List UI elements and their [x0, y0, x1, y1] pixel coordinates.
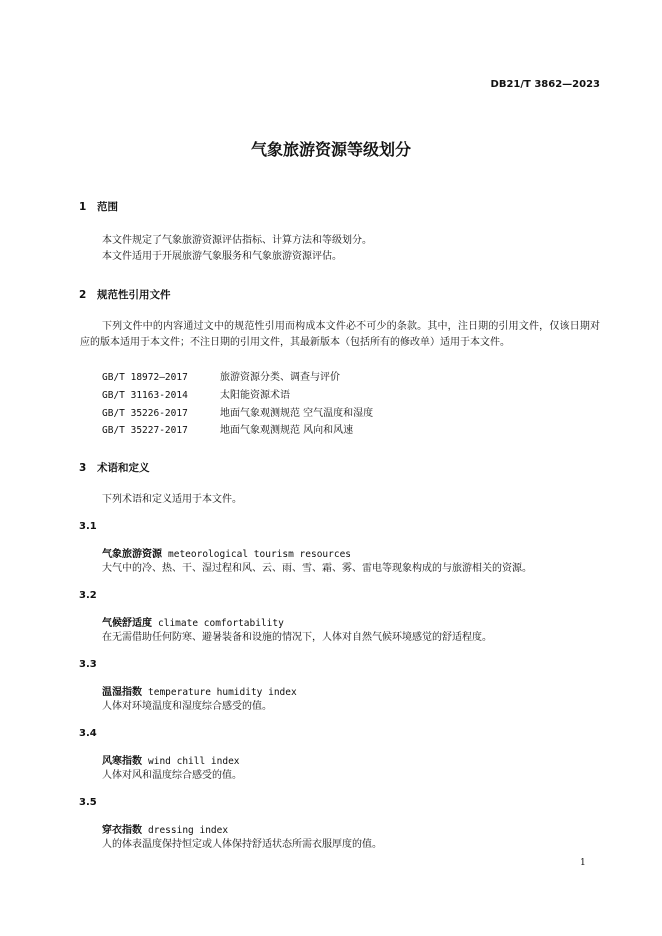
- section-title: 术语和定义: [97, 462, 150, 474]
- reference-title: 地面气象观测规范 空气温度和湿度: [220, 408, 374, 419]
- section-1-paragraph: 本文件适用于开展旅游气象服务和气象旅游资源评估。: [102, 251, 342, 262]
- clause-number: 3.2: [79, 590, 97, 601]
- term-chinese: 风寒指数: [102, 756, 142, 767]
- clause-number: 3.4: [79, 728, 97, 739]
- page-title: 气象旅游资源等级划分: [250, 140, 411, 159]
- document-number: DB21/T 3862—2023: [490, 79, 600, 90]
- term-definition: 人体对风和温度综合感受的值。: [102, 770, 242, 781]
- section-3-heading: [79, 460, 150, 475]
- reference-code: GB/T 35227-2017: [102, 425, 188, 436]
- term-chinese: 气象旅游资源: [102, 549, 162, 560]
- reference-code: GB/T 31163-2014: [102, 390, 188, 401]
- term-chinese: 温湿指数: [102, 687, 142, 698]
- section-1-heading: [79, 199, 118, 214]
- term-chinese: 穿衣指数: [102, 825, 142, 836]
- section-title: 范围: [97, 201, 118, 213]
- section-title: 规范性引用文件: [97, 289, 171, 301]
- term-english: wind chill index: [148, 756, 240, 767]
- section-number: 1: [79, 201, 87, 213]
- term-english: climate comfortability: [158, 618, 284, 629]
- clause-number: 3.5: [79, 797, 97, 808]
- page-number: 1: [580, 858, 586, 868]
- section-number: 3: [79, 462, 87, 474]
- term-title: [102, 821, 228, 836]
- section-3-intro: 下列术语和定义适用于本文件。: [102, 494, 242, 505]
- term-title: [102, 752, 240, 767]
- reference-item: [102, 406, 373, 422]
- term-english: temperature humidity index: [148, 687, 297, 698]
- clause-number: 3.1: [79, 521, 97, 532]
- reference-item: [102, 423, 353, 439]
- term-english: dressing index: [148, 825, 229, 836]
- section-2-intro: 下列文件中的内容通过文中的规范性引用而构成本文件必不可少的条款。其中，注日期的引用文件，仅该日期对应的版本适用于本文件；不注日期的引用文件，其最新版本（包括所有的修改单）适用于本文件。: [80, 321, 600, 348]
- term-chinese: 气候舒适度: [102, 618, 152, 629]
- section-2-heading: [79, 287, 171, 302]
- term-title: [102, 683, 297, 698]
- reference-item: [102, 388, 290, 404]
- term-definition: 在无需借助任何防寒、避暑装备和设施的情况下，人体对自然气候环境感觉的舒适程度。: [102, 632, 492, 643]
- term-definition: 人的体表温度保持恒定或人体保持舒适状态所需衣服厚度的值。: [102, 839, 382, 850]
- clause-number: 3.3: [79, 659, 97, 670]
- reference-title: 旅游资源分类、调查与评价: [220, 372, 340, 383]
- section-1-paragraph: 本文件规定了气象旅游资源评估指标、计算方法和等级划分。: [102, 235, 372, 246]
- term-definition: 人体对环境温度和湿度综合感受的值。: [102, 701, 272, 712]
- term-title: [102, 545, 351, 560]
- reference-code: GB/T 18972—2017: [102, 372, 188, 383]
- term-title: [102, 614, 284, 629]
- reference-title: 地面气象观测规范 风向和风速: [220, 425, 354, 436]
- term-english: meteorological tourism resources: [168, 549, 352, 560]
- section-number: 2: [79, 289, 87, 301]
- term-definition: 大气中的冷、热、干、湿过程和风、云、雨、雪、霜、雾、雷电等现象构成的与旅游相关的资源。: [102, 563, 532, 574]
- reference-code: GB/T 35226-2017: [102, 408, 188, 419]
- reference-item: [102, 370, 340, 386]
- reference-title: 太阳能资源术语: [220, 390, 290, 401]
